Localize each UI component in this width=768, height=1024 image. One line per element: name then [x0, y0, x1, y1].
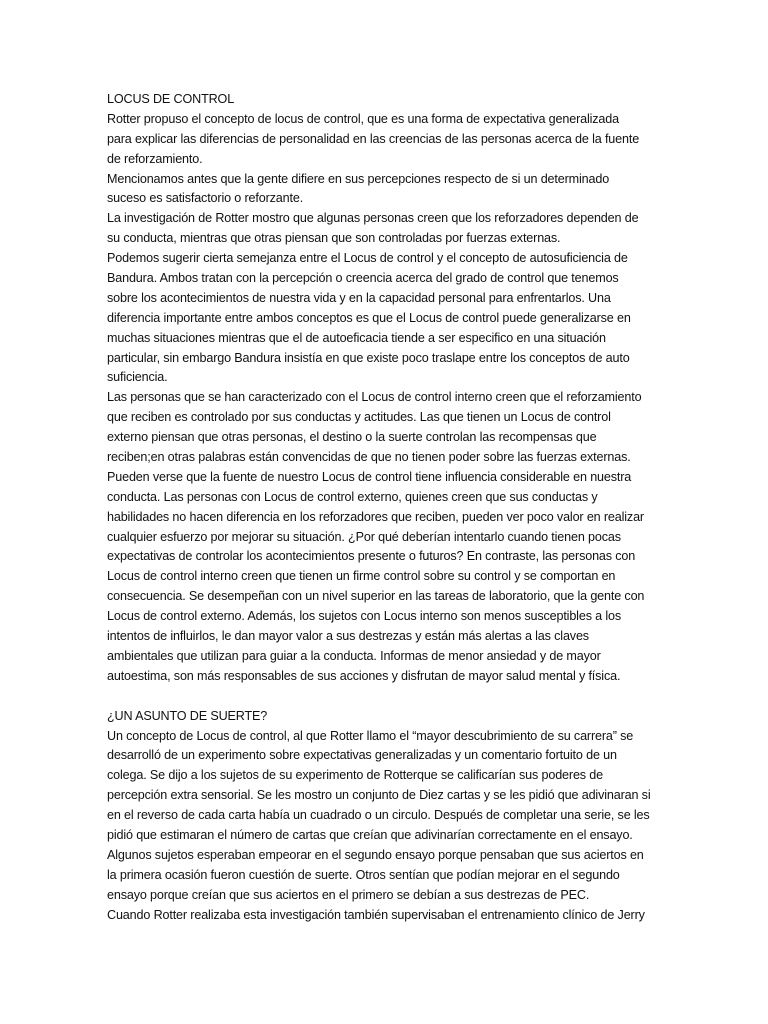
text-line: Las personas que se han caracterizado con el Locus de control interno creen que el reforzamiento — [107, 390, 642, 405]
document-page — [107, 90, 667, 925]
text-line: Un concepto de Locus de control, al que Rotter llamo el “mayor descubrimiento de su carrera” se — [107, 728, 634, 743]
text-line: Bandura. Ambos tratan con la percepción o creencia acerca del grado de control que tenemos — [107, 271, 619, 286]
text-line: percepción extra sensorial. Se les mostro un conjunto de Diez cartas y se les pidió que adivinaran si — [107, 788, 651, 803]
text-line: externo piensan que otras personas, el destino o la suerte controlan las recompensas que — [107, 430, 597, 445]
text-line: Locus de control interno creen que tienen un firme control sobre su control y se comportan en — [107, 569, 616, 584]
section-body — [107, 110, 667, 687]
text-line: diferencia importante entre ambos conceptos es que el Locus de control puede generalizarse en — [107, 310, 631, 325]
text-line: suceso es satisfactorio o reforzante. — [107, 191, 304, 206]
section-title: ¿UN ASUNTO DE SUERTE? — [107, 708, 268, 723]
text-line: en el reverso de cada carta había un cuadrado o un circulo. Después de completar una serie, se les — [107, 808, 650, 823]
text-line: Rotter propuso el concepto de locus de control, que es una forma de expectativa generalizada — [107, 111, 619, 126]
text-line: intentos de influirlos, le dan mayor valor a sus destrezas y están más alertas a las claves — [107, 629, 589, 644]
text-line: conducta. Las personas con Locus de control externo, quienes creen que sus conductas y — [107, 489, 598, 504]
text-line: habilidades no hacen diferencia en los reforzadores que reciben, pueden ver poco valor en realizar — [107, 509, 644, 524]
text-line: autoestima, son más responsables de sus acciones y disfrutan de mayor salud mental y física. — [107, 668, 621, 683]
text-line: Locus de control externo. Además, los sujetos con Locus interno son menos susceptibles a los — [107, 609, 622, 624]
text-line: reciben;en otras palabras están convencidas de que no tienen poder sobre las fuerzas externas. — [107, 450, 631, 465]
section-body — [107, 727, 667, 926]
text-line: Algunos sujetos esperaban empeorar en el segundo ensayo porque pensaban que sus aciertos en — [107, 847, 644, 862]
text-line: Podemos sugerir cierta semejanza entre el Locus de control y el concepto de autosuficiencia de — [107, 251, 628, 266]
text-line: de reforzamiento. — [107, 151, 203, 166]
text-line: desarrolló de un experimento sobre expectativas generalizadas y un comentario fortuito de un — [107, 748, 617, 763]
text-line: expectativas de controlar los acontecimientos presente o futuros? En contraste, las personas con — [107, 549, 636, 564]
paragraph-gap — [107, 687, 667, 707]
text-line: consecuencia. Se desempeñan con un nivel superior en las tareas de laboratorio, que la gente con — [107, 589, 645, 604]
section-title: LOCUS DE CONTROL — [107, 92, 235, 106]
text-line: Cuando Rotter realizaba esta investigación también supervisaban el entrenamiento clínico de Jerry — [107, 907, 645, 922]
text-line: particular, sin embargo Bandura insistía en que existe poco traslape entre los conceptos de auto — [107, 350, 630, 365]
text-line: cualquier esfuerzo por mejorar su situación. ¿Por qué deberían intentarlo cuando tienen pocas — [107, 529, 621, 544]
text-line: La investigación de Rotter mostro que algunas personas creen que los reforzadores dependen de — [107, 211, 639, 226]
text-line: muchas situaciones mientras que el de autoeficacia tiende a ser especifico en una situación — [107, 330, 606, 345]
text-line: para explicar las diferencias de personalidad en las creencias de las personas acerca de la fuente — [107, 131, 640, 146]
text-line: colega. Se dijo a los sujetos de su experimento de Rotterque se calificarían sus poderes de — [107, 768, 603, 783]
text-line: ambientales que utilizan para guiar a la conducta. Informas de menor ansiedad y de mayor — [107, 648, 601, 663]
text-line: ensayo porque creían que sus aciertos en el primero se debían a sus destrezas de PEC. — [107, 887, 590, 902]
text-line: Mencionamos antes que la gente difiere en sus percepciones respecto de si un determinado — [107, 171, 610, 186]
text-line: suficiencia. — [107, 370, 168, 385]
text-line: la primera ocasión fueron cuestión de suerte. Otros sentían que podían mejorar en el segundo — [107, 867, 620, 882]
text-line: pidió que estimaran el número de cartas que creían que adivinarían correctamente en el ensayo. — [107, 827, 633, 842]
text-line: su conducta, mientras que otras piensan que son controladas por fuerzas externas. — [107, 231, 561, 246]
text-line: que reciben es controlado por sus conductas y actitudes. Las que tienen un Locus de control — [107, 410, 611, 425]
text-line: sobre los acontecimientos de nuestra vida y en la capacidad personal para enfrentarlos. Una — [107, 290, 611, 305]
text-line: Pueden verse que la fuente de nuestro Locus de control tiene influencia considerable en nuestra — [107, 469, 632, 484]
